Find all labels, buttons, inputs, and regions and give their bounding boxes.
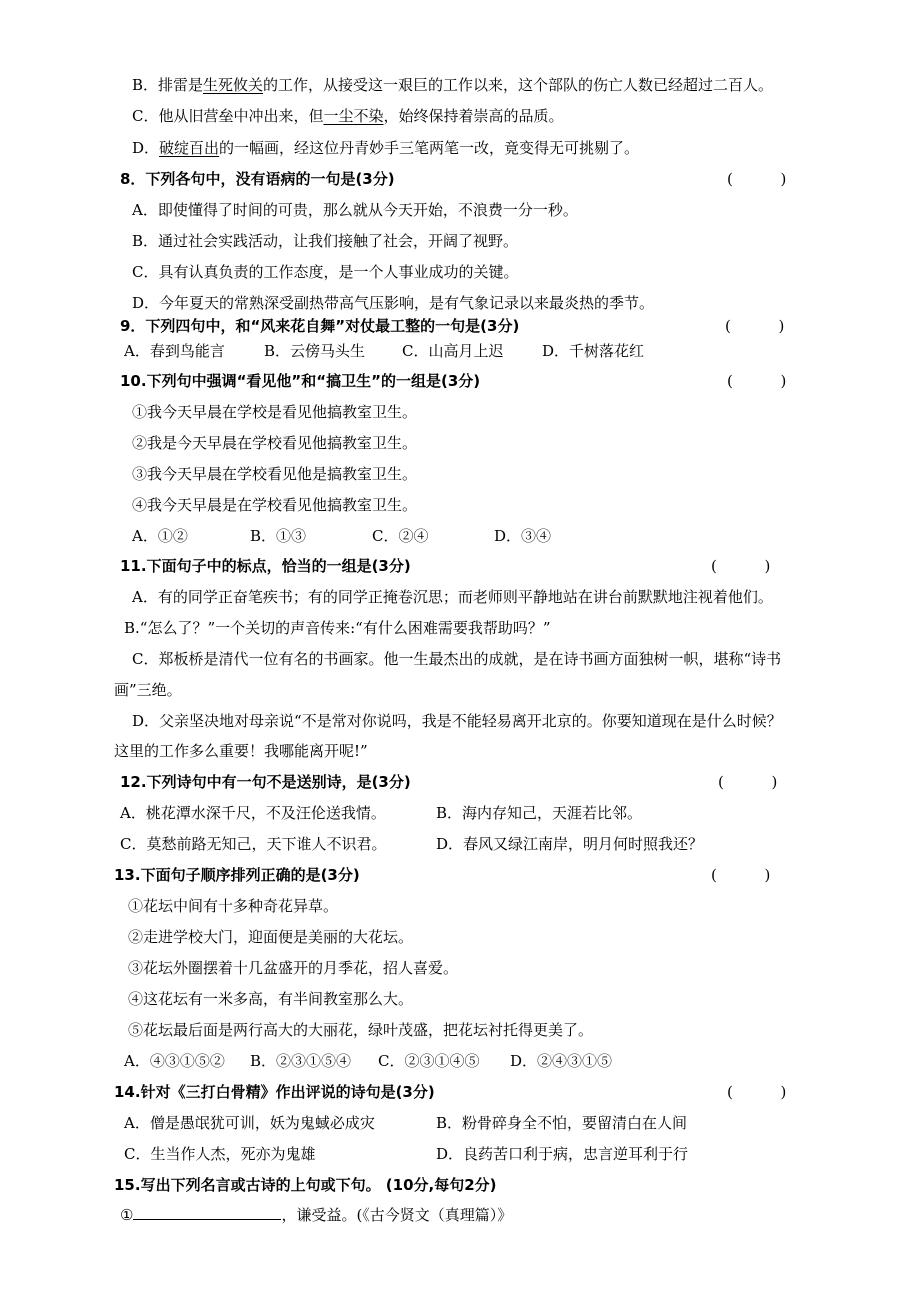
answer-blank-12: ( ) xyxy=(718,773,778,791)
q10-sentence-1: ①我今天早晨在学校是看见他搞教室卫生。 xyxy=(132,403,418,421)
answer-blank-9: ( ) xyxy=(725,317,785,335)
q13-options: A．④③①⑤② B．②③①⑤④ C．②③①④⑤ D．②④③①⑤ xyxy=(124,1052,613,1070)
question-12: 12.下列诗句中有一句不是送别诗，是(3分) xyxy=(120,773,411,791)
q11-option-c-line1: C．郑板桥是清代一位有名的书画家。他一生最杰出的成就，是在诗书画方面独树一帜，堪称“诗书 xyxy=(132,650,782,668)
q13-sentence-3: ③花坛外圈摆着十几盆盛开的月季花，招人喜爱。 xyxy=(128,959,459,977)
question-10: 10.下列句中强调“看见他”和“搞卫生”的一组是(3分) xyxy=(120,372,481,390)
q11-option-c-line2: 画”三绝。 xyxy=(114,681,182,699)
q8-option-d: D．今年夏天的常熟深受副热带高气压影响，是有气象记录以来最炎热的季节。 xyxy=(132,294,655,312)
question-11: 11.下面句子中的标点，恰当的一组是(3分) xyxy=(120,557,411,575)
answer-blank-13: ( ) xyxy=(711,866,771,884)
q8-option-a: A．即使懂得了时间的可贵，那么就从今天开始，不浪费一分一秒。 xyxy=(132,201,578,219)
q15-item-1: ① ，谦受益。(《古今贤文（真理篇）》 xyxy=(120,1206,513,1224)
fill-in-blank[interactable] xyxy=(133,1205,281,1220)
q13-sentence-1: ①花坛中间有十多种奇花异草。 xyxy=(128,897,339,915)
question-9: 9．下列四句中，和“风来花自舞”对仗最工整的一句是(3分) xyxy=(120,317,520,335)
q14-options-row1: A．僧是愚氓犹可训，妖为鬼蜮必成灾 B．粉骨碎身全不怕，要留清白在人间 xyxy=(124,1114,688,1132)
q12-options-row1: A．桃花潭水深千尺，不及汪伦送我情。 B．海内存知己，天涯若比邻。 xyxy=(120,804,643,822)
q8-option-c: C．具有认真负责的工作态度，是一个人事业成功的关键。 xyxy=(132,263,519,281)
q11-option-d-line1: D．父亲坚决地对母亲说“不是常对你说吗，我是不能轻易离开北京的。你要知道现在是什么时候？ xyxy=(132,712,782,730)
question-14: 14.针对《三打白骨精》作出评说的诗句是(3分) xyxy=(114,1083,435,1101)
underlined-idiom: 生死攸关 xyxy=(203,76,264,94)
answer-blank-8: ( ) xyxy=(727,170,787,188)
underlined-idiom: 破绽百出 xyxy=(159,139,220,157)
q8-option-b: B．通过社会实践活动，让我们接触了社会，开阔了视野。 xyxy=(132,232,519,250)
q7-option-b: B．排雷是生死攸关的工作，从接受这一艰巨的工作以来，这个部队的伤亡人数已经超过二百人。 xyxy=(132,76,774,94)
q13-sentence-4: ④这花坛有一米多高，有半间教室那么大。 xyxy=(128,990,414,1008)
q10-options: A．①② B．①③ C．②④ D．③④ xyxy=(132,527,552,545)
q14-options-row2: C．生当作人杰，死亦为鬼雄 D．良药苦口利于病，忠言逆耳利于行 xyxy=(124,1145,689,1163)
q10-sentence-3: ③我今天早晨在学校看见他是搞教室卫生。 xyxy=(132,465,418,483)
underlined-idiom: 一尘不染 xyxy=(323,107,384,125)
q9-options: A．春到鸟能言 B．云傍马头生 C．山高月上迟 D．千树落花红 xyxy=(124,342,645,360)
question-8: 8．下列各句中，没有语病的一句是(3分) xyxy=(120,170,395,188)
answer-blank-11: ( ) xyxy=(711,557,771,575)
q10-sentence-2: ②我是今天早晨在学校看见他搞教室卫生。 xyxy=(132,434,418,452)
q12-options-row2: C．莫愁前路无知己，天下谁人不识君。 D．春风又绿江南岸，明月何时照我还？ xyxy=(120,835,704,853)
q11-option-a: A．有的同学正奋笔疾书；有的同学正掩卷沉思；而老师则平静地站在讲台前默默地注视着他们。 xyxy=(132,588,773,606)
question-15: 15.写出下列名言或古诗的上句或下句。 (10分,每句2分) xyxy=(114,1176,497,1194)
q13-sentence-2: ②走进学校大门，迎面便是美丽的大花坛。 xyxy=(128,928,414,946)
q11-option-d-line2: 这里的工作多么重要！我哪能离开呢!” xyxy=(114,742,368,760)
answer-blank-10: ( ) xyxy=(727,372,787,390)
q11-option-b: B.“怎么了？”一个关切的声音传来:“有什么困难需要我帮助吗？” xyxy=(124,619,551,637)
answer-blank-14: ( ) xyxy=(727,1083,787,1101)
q13-sentence-5: ⑤花坛最后面是两行高大的大丽花，绿叶茂盛，把花坛衬托得更美了。 xyxy=(128,1021,594,1039)
question-13: 13.下面句子顺序排列正确的是(3分) xyxy=(114,866,360,884)
q10-sentence-4: ④我今天早晨是在学校看见他搞教室卫生。 xyxy=(132,496,418,514)
q7-option-c: C．他从旧营垒中冲出来，但一尘不染，始终保持着崇高的品质。 xyxy=(132,107,564,125)
q7-option-d: D．破绽百出的一幅画，经这位丹青妙手三笔两笔一改，竟变得无可挑剔了。 xyxy=(132,139,640,157)
